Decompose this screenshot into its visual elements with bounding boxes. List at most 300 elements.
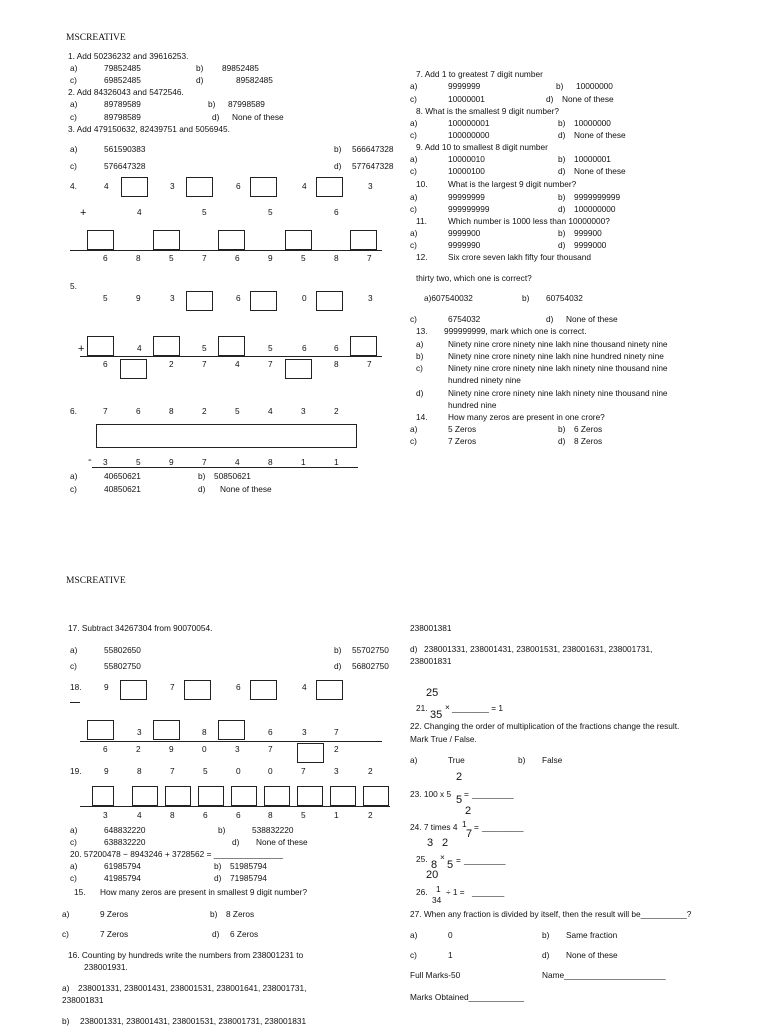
q4-number: 4. [70,181,77,191]
brand-header: MSCREATIVE [66,576,126,586]
q8-option-b: 10000000 [574,118,611,128]
q6-digit: 7 [202,457,207,467]
label-c: c) [70,75,77,85]
q14-option-c: 7 Zeros [448,436,477,446]
q4-result-digit: 9 [268,253,273,263]
q24-blank[interactable]: _________ [482,822,524,832]
q13-option-b: Ninety nine crore ninety nine lakh nine hundred ninety nine [448,351,664,361]
answer-box[interactable] [87,336,114,356]
label-a: a) [410,228,418,238]
q24-stem: 24. 7 times 4 [410,822,458,832]
label-b: b) [198,471,206,481]
fraction-denominator: 7 [466,828,473,840]
q18-result-digit: 3 [235,744,240,754]
q11-stem: Which number is 1000 less than 10000000? [448,216,610,226]
q3-option-c: 576647328 [104,161,146,171]
sum-line [80,356,382,357]
q10-option-d: 100000000 [574,204,616,214]
label-b: b) [334,645,342,655]
q8-option-d: None of these [574,130,626,140]
label-b: b) [210,909,218,919]
q17-option-a: 55802650 [104,645,141,655]
q17-option-d: 56802750 [352,661,389,671]
q4-digit: 5 [202,207,207,217]
full-marks: Full Marks-50 [410,970,461,980]
label-a: a) [410,192,418,202]
q27-stem: 27. When any fraction is divided by itself, then the result will be__________? [410,909,692,919]
q19-digit: 0 [268,766,273,776]
q16-option-d-continued: 238001831 [410,656,452,666]
fraction-numerator: 3 [427,837,434,849]
q5-digit: 5 [268,343,273,353]
label-a: a) [62,983,70,993]
q19-digit: 8 [268,810,273,820]
q1-option-a: 79852485 [104,63,141,73]
q13-option-c: Ninety nine crore ninety nine lakh ninety nine thousand nine [448,363,668,373]
q12-option-d: None of these [566,314,618,324]
answer-box[interactable] [92,786,114,806]
q6-digit: 4 [235,457,240,467]
q27-option-d: None of these [566,950,618,960]
q5-digit: 6 [334,343,339,353]
q17-option-b: 55702750 [352,645,389,655]
q18-result-digit: 6 [103,744,108,754]
q14-option-b: 6 Zeros [574,424,603,434]
answer-box[interactable] [330,786,356,806]
q7-option-d: None of these [562,94,614,104]
answer-box[interactable] [120,359,147,379]
label-d: d) [558,436,566,446]
minus-sign: - [88,454,92,466]
sum-line [70,250,382,251]
label-d: d) [198,484,206,494]
q15-stem: How many zeros are present in smallest 9 digit number? [100,887,308,897]
answer-box[interactable] [87,720,114,740]
q16-option-d: 238001331, 238001431, 238001531, 238001631, 238001731, [424,644,653,654]
q19-digit: 0 [236,766,241,776]
q14-number: 14. [416,412,428,422]
marks-obtained-field[interactable]: Marks Obtained____________ [410,992,524,1002]
q11-number: 11. [416,216,427,226]
q20-option-a: 61985794 [104,861,141,871]
label-b: b) [558,228,566,238]
q9-option-b: 10000001 [574,154,611,164]
q19-option-c: 638832220 [104,837,146,847]
fraction-denominator: 8 [431,859,438,871]
q6-digit: 5 [235,406,240,416]
q18-digit: 3 [137,727,142,737]
answer-box[interactable] [165,786,191,806]
q4-digit: 3 [368,181,373,191]
label-d: d) [558,240,566,250]
q19-digit: 9 [104,766,109,776]
answer-box[interactable] [153,336,180,356]
q6-digit: 2 [334,406,339,416]
label-c: c) [62,929,69,939]
q13-option-d-continued: hundred nine [448,400,497,410]
q4-result-digit: 6 [235,253,240,263]
answer-box[interactable] [153,720,180,740]
q18-result-digit: 9 [169,744,174,754]
answer-box[interactable] [218,230,245,250]
q18-digit: 9 [104,682,109,692]
label-b: b) [218,825,226,835]
sum-line [80,741,382,742]
q6-digit: 8 [169,406,174,416]
q25-blank[interactable]: _________ [464,855,506,865]
label-b: b) [62,1016,70,1026]
label-a: a) [62,909,70,919]
label-c: c) [416,363,423,373]
q19-digit: 6 [236,810,241,820]
label-d: d) [212,112,220,122]
q5-result-digit: 7 [268,359,273,369]
q14-option-d: 8 Zeros [574,436,603,446]
q18-result-digit: 7 [268,744,273,754]
q19-digit: 2 [368,810,373,820]
label-c: c) [410,166,417,176]
q6-digit: 1 [301,457,306,467]
q6-digit: 2 [202,406,207,416]
label-b: b) [214,861,222,871]
q10-number: 10. [416,179,428,189]
q6-number: 6. [70,406,77,416]
q17-option-c: 55802750 [104,661,141,671]
answer-box[interactable] [231,786,257,806]
q4-digit: 4 [104,181,109,191]
label-a: a) [70,63,78,73]
label-c: c) [70,161,77,171]
q6-digit: 5 [136,457,141,467]
q6-digit: 9 [169,457,174,467]
answer-box[interactable] [297,786,323,806]
q20-stem: 20. 57200478 − 8943246 + 3728562 = _______________ [70,849,283,859]
q11-option-c: 9999990 [448,240,481,250]
answer-box[interactable] [264,786,290,806]
q6-digit: 6 [136,406,141,416]
label-a: a) [410,81,418,91]
q5-digit: 6 [236,293,241,303]
fraction-denominator: 20 [426,869,439,881]
q18-digit: 6 [236,682,241,692]
q19-option-b: 538832220 [252,825,294,835]
q5-digit: 9 [136,293,141,303]
answer-box[interactable] [198,786,224,806]
answer-box[interactable] [363,786,389,806]
label-a: a) [410,930,418,940]
q4-result-digit: 8 [334,253,339,263]
q18-digit: 3 [302,727,307,737]
label-c: c) [410,950,417,960]
plus-sign: + [78,343,85,355]
answer-box[interactable] [132,786,158,806]
q23-blank[interactable]: _________ [472,789,514,799]
label-c: c) [70,484,77,494]
q1-stem: 1. Add 50236232 and 39616253. [68,51,189,61]
label-c: c) [70,837,77,847]
q26-number: 26. [416,887,428,897]
label-d: d) [410,644,418,654]
q21-number: 21. [416,703,428,713]
fraction-numerator: 1 [462,819,467,829]
q16-stem-continued: 238001931. [84,962,128,972]
q9-option-d: None of these [574,166,626,176]
q10-option-b: 9999999999 [574,192,621,202]
q26-blank[interactable]: _______ [472,887,505,897]
q20-option-d: 71985794 [230,873,267,883]
q6-digit: 7 [103,406,108,416]
q16-option-b: 238001331, 238001431, 238001531, 238001731, 238001831 [80,1016,307,1026]
q19-digit: 5 [203,766,208,776]
q18-digit: 7 [170,682,175,692]
q1-option-d: 89582485 [236,75,273,85]
answer-box[interactable] [218,720,245,740]
q4-digit: 3 [170,181,175,191]
label-a: a) [70,645,78,655]
q9-option-c: 10000100 [448,166,485,176]
answer-box[interactable] [316,680,343,700]
q18-result-digit: 2 [334,744,339,754]
label-a: a) [410,424,418,434]
label-a: a) [410,118,418,128]
answer-box[interactable] [316,177,343,197]
q22-option-b: False [542,755,563,765]
answer-box[interactable] [218,336,245,356]
q13-option-d: Ninety nine crore ninety nine lakh ninety nine thousand nine [448,388,668,398]
q21-blank[interactable]: ________ = 1 [452,703,503,713]
q19-option-a: 648832220 [104,825,146,835]
q23-stem: 23. 100 x 5 [410,789,452,799]
q8-option-c: 100000000 [448,130,490,140]
q5-digit: 5 [103,293,108,303]
fraction-denominator: 35 [430,709,443,721]
q19-digit: 7 [301,766,306,776]
q13-option-a: Ninety nine crore ninety nine lakh nine thousand ninety nine [448,339,668,349]
label-c: c) [410,436,417,446]
q5-digit: 4 [137,343,142,353]
q4-digit: 5 [268,207,273,217]
answer-box[interactable] [121,177,148,197]
label-d: d) [542,950,550,960]
answer-box[interactable] [350,230,377,250]
label-c: c) [410,240,417,250]
q5-digit: 5 [202,343,207,353]
answer-box[interactable] [250,291,277,311]
q1-option-c: 69852485 [104,75,141,85]
q8-option-a: 100000001 [448,118,490,128]
q15-option-c: 7 Zeros [100,929,129,939]
q19-digit: 3 [334,766,339,776]
fraction-denominator: 34 [432,895,442,905]
q11-option-b: 999900 [574,228,602,238]
q16-option-a-continued: 238001831 [62,995,104,1005]
q4-result-digit: 8 [136,253,141,263]
equals-sign: = [464,789,469,799]
label-d: d) [214,873,222,883]
q6-digit: 4 [268,406,273,416]
fraction-denominator: 5 [456,794,463,806]
label-b: b) [558,118,566,128]
answer-box[interactable] [250,680,277,700]
q6-digit: 8 [268,457,273,467]
q6-digit: 3 [301,406,306,416]
q2-option-a: 89789589 [104,99,141,109]
q4-result-digit: 5 [169,253,174,263]
label-c: c) [410,204,417,214]
q11-option-a: 9999900 [448,228,481,238]
times-sign: × [440,852,445,862]
q7-stem: 7. Add 1 to greatest 7 digit number [416,69,543,79]
q19-digit: 8 [137,766,142,776]
q4-result-digit: 7 [202,253,207,263]
q5-digit: 0 [302,293,307,303]
q4-digit: 6 [236,181,241,191]
q13-option-c-continued: hundred ninety nine [448,375,521,385]
q16-option-c-tail: 238001381 [410,623,452,633]
q2-option-d: None of these [232,112,284,122]
fraction-denominator: 2 [465,805,472,817]
q19-digit: 7 [170,766,175,776]
q12-number: 12. [416,252,428,262]
q20-option-b: 51985794 [230,861,267,871]
label-d: d) [334,661,342,671]
q12-option-c: 6754032 [448,314,481,324]
name-field[interactable]: Name______________________ [542,970,666,980]
label-a: a) [70,471,78,481]
q15-option-a: 9 Zeros [100,909,129,919]
q10-option-c: 999999999 [448,204,490,214]
q10-option-a: 99999999 [448,192,485,202]
q2-stem: 2. Add 84326043 and 5472546. [68,87,184,97]
label-d: d) [212,929,220,939]
q25-number: 25. [416,854,428,864]
equals-sign: = [456,855,461,865]
label-b: b) [542,930,550,940]
q5-number: 5. [70,281,77,291]
fraction-denominator: 5 [447,859,454,871]
q18-result-digit: 0 [202,744,207,754]
q9-stem: 9. Add 10 to smallest 8 digit number [416,142,548,152]
q8-stem: 8. What is the smallest 9 digit number? [416,106,559,116]
q12-stem-continued: thirty two, which one is correct? [416,273,532,283]
label-c: c) [70,873,77,883]
answer-box[interactable] [350,336,377,356]
label-d: d) [546,314,554,324]
q2-option-b: 87998589 [228,99,265,109]
q18-digit: 8 [202,727,207,737]
q18-digit: 7 [334,727,339,737]
answer-box[interactable] [250,177,277,197]
q16-stem: 16. Counting by hundreds write the numbers from 238001231 to [68,950,304,960]
answer-box[interactable] [285,359,312,379]
q4-result-digit: 5 [301,253,306,263]
q3-stem: 3. Add 479150632, 82439751 and 5056945. [68,124,230,134]
q4-digit: 4 [302,181,307,191]
q6-option-c: 40850621 [104,484,141,494]
q4-digit: 6 [334,207,339,217]
label-d: d) [334,161,342,171]
q19-digit: 5 [301,810,306,820]
times-sign: × [445,702,450,712]
q6-digit: 1 [334,457,339,467]
label-c: c) [410,94,417,104]
q7-option-a: 9999999 [448,81,481,91]
answer-box[interactable] [186,177,213,197]
q27-option-c: 1 [448,950,453,960]
answer-box[interactable] [297,743,324,763]
q5-digit: 6 [302,343,307,353]
difference-line [80,806,390,807]
q14-option-a: 5 Zeros [448,424,477,434]
q13-stem: 999999999, mark which one is correct. [444,326,587,336]
answer-box[interactable] [87,230,114,250]
label-b: b) [208,99,216,109]
q15-number: 15. [74,887,86,897]
answer-box[interactable] [120,680,147,700]
q5-result-digit: 6 [103,359,108,369]
label-a: a) [410,755,418,765]
q22-option-a: True [448,755,465,765]
q19-option-d: None of these [256,837,308,847]
q12-stem: Six crore seven lakh fifty four thousand [448,252,591,262]
label-d: d) [196,75,204,85]
answer-box[interactable] [316,291,343,311]
q17-stem: 17. Subtract 34267304 from 90070054. [68,623,213,633]
answer-box-wide[interactable] [96,424,357,448]
q19-digit: 2 [368,766,373,776]
label-a: a) [70,99,78,109]
label-b: b) [196,63,204,73]
q20-option-c: 41985794 [104,873,141,883]
answer-box[interactable] [153,230,180,250]
q27-option-b: Same fraction [566,930,618,940]
q6-option-a: 40650621 [104,471,141,481]
label-c: c) [70,112,77,122]
q12-option-a: a)607540032 [424,293,473,303]
label-a: a) [410,154,418,164]
label-a: a) [416,339,424,349]
label-a: a) [70,144,78,154]
label-b: b) [558,424,566,434]
q19-number: 19. [70,766,82,776]
label-b: b) [558,192,566,202]
equals-sign: = [474,822,479,832]
q6-option-d: None of these [220,484,272,494]
label-c: c) [410,130,417,140]
difference-line [92,467,358,468]
answer-box[interactable] [285,230,312,250]
q5-result-digit: 2 [169,359,174,369]
label-c: c) [410,314,417,324]
answer-box[interactable] [184,680,211,700]
label-d: d) [232,837,240,847]
answer-box[interactable] [186,291,213,311]
plus-sign: + [80,207,87,219]
q3-option-a: 561590383 [104,144,146,154]
q10-stem: What is the largest 9 digit number? [448,179,577,189]
q15-option-d: 6 Zeros [230,929,259,939]
label-b: b) [558,154,566,164]
label-a: a) [70,861,78,871]
label-d: d) [558,204,566,214]
q18-digit: 6 [268,727,273,737]
q6-option-b: 50850621 [214,471,251,481]
label-d: d) [558,166,566,176]
q19-digit: 8 [170,810,175,820]
q9-option-a: 10000010 [448,154,485,164]
q19-digit: 6 [203,810,208,820]
q19-digit: 1 [334,810,339,820]
